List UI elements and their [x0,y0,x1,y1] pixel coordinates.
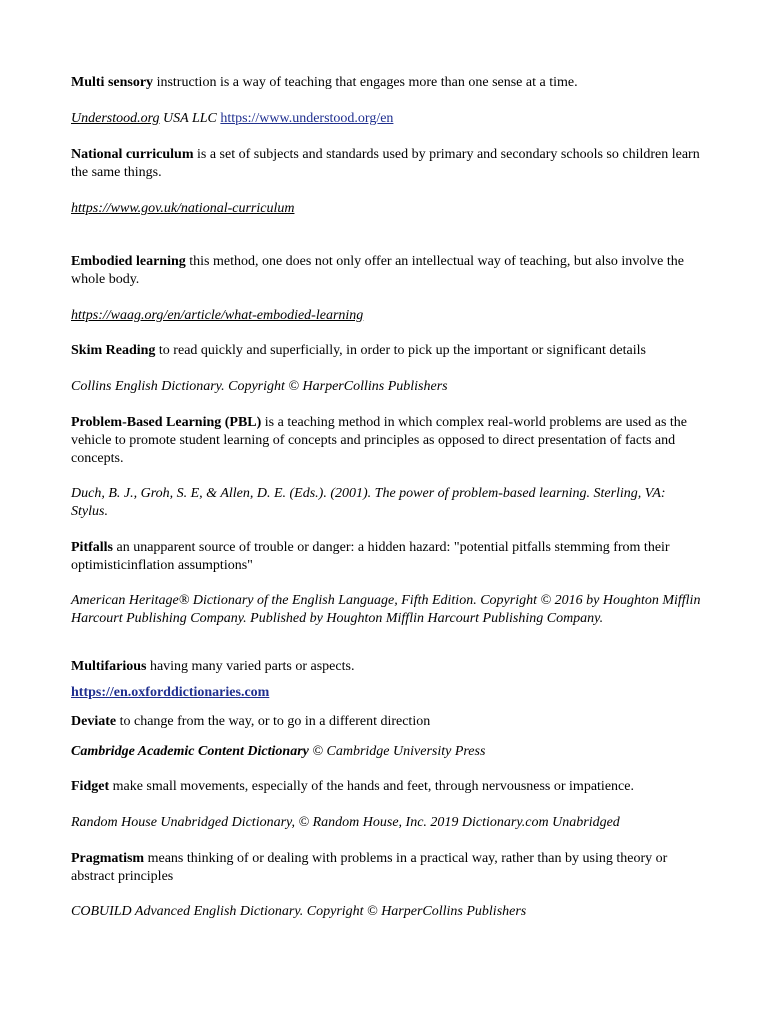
term: Fidget [71,779,110,794]
source-pragmatism: COBUILD Advanced English Dictionary. Copyright © HarperCollins Publishers [71,904,527,919]
source-problem-based-learning: Duch, B. J., Groh, S. E, & Allen, D. E. (Eds.). (2001). The power of problem-based learning. Sterling, VA: Stylus. [71,486,666,519]
source-national-curriculum[interactable]: https://www.gov.uk/national-curriculum [71,201,295,216]
source-deviate [71,743,701,761]
definition-pitfalls [71,539,701,575]
term: Deviate [71,714,117,729]
definition-text: having many varied parts or aspects. [146,659,355,674]
definition-multi-sensory [71,74,701,92]
source-skim-reading: Collins English Dictionary. Copyright © HarperCollins Publishers [71,379,448,394]
source-title: Cambridge Academic Content Dictionary [71,744,309,759]
source-text: USA LLC [159,111,221,126]
term: Pragmatism [71,851,145,866]
definition-pragmatism [71,850,701,886]
term: Multifarious [71,659,147,674]
definition-text: instruction is a way of teaching that engages more than one sense at a time. [153,75,578,90]
source-link[interactable]: https://en.oxforddictionaries.com [71,685,270,700]
definition-deviate [71,713,701,731]
definition-text: this method, one does not only offer an intellectual way of teaching, but also involve the whole body. [71,254,684,287]
source-fidget: Random House Unabridged Dictionary, © Random House, Inc. 2019 Dictionary.com Unabridged [71,815,620,830]
definition-fidget [71,778,701,796]
definition-text: means thinking of or dealing with problems in a practical way, rather than by using theory or abstract principles [71,851,668,884]
definition-text: make small movements, especially of the hands and feet, through nervousness or impatience. [109,779,634,794]
source-embodied-learning[interactable]: https://waag.org/en/article/what-embodied-learning [71,308,364,323]
definition-multifarious [71,658,701,676]
term: Problem-Based Learning (PBL) [71,415,262,430]
definition-text: to change from the way, or to go in a different direction [116,714,431,729]
definition-skim-reading [71,342,701,360]
term: National curriculum [71,147,194,162]
source-multi-sensory [71,110,701,128]
definition-problem-based-learning [71,414,701,468]
definition-text: an unapparent source of trouble or danger: a hidden hazard: "potential pitfalls stemming from their optimisticinflation assumptions" [71,540,670,573]
term: Skim Reading [71,343,156,358]
source-pitfalls: American Heritage® Dictionary of the English Language, Fifth Edition. Copyright © 2016 by Houghton Mifflin Harcourt Publishing Company. Published by Houghton Mifflin Harcourt Publishing Company. [71,593,701,626]
definition-text: to read quickly and superficially, in order to pick up the important or significant details [155,343,646,358]
source-link[interactable]: https://www.understood.org/en [220,111,394,126]
term: Embodied learning [71,254,186,269]
source-multifarious [71,684,701,702]
term: Multi sensory [71,75,154,90]
definition-embodied-learning [71,253,701,289]
definition-text: is a teaching method in which complex real-world problems are used as the vehicle to promote student learning of concepts and principles as opposed to direct presentation of facts and concepts. [71,415,687,466]
source-text: © Cambridge University Press [308,744,486,759]
definition-national-curriculum [71,146,701,182]
term: Pitfalls [71,540,113,555]
definition-text: is a set of subjects and standards used by primary and secondary schools so children learn the same things. [71,147,700,180]
source-organization: Understood.org [71,111,160,126]
